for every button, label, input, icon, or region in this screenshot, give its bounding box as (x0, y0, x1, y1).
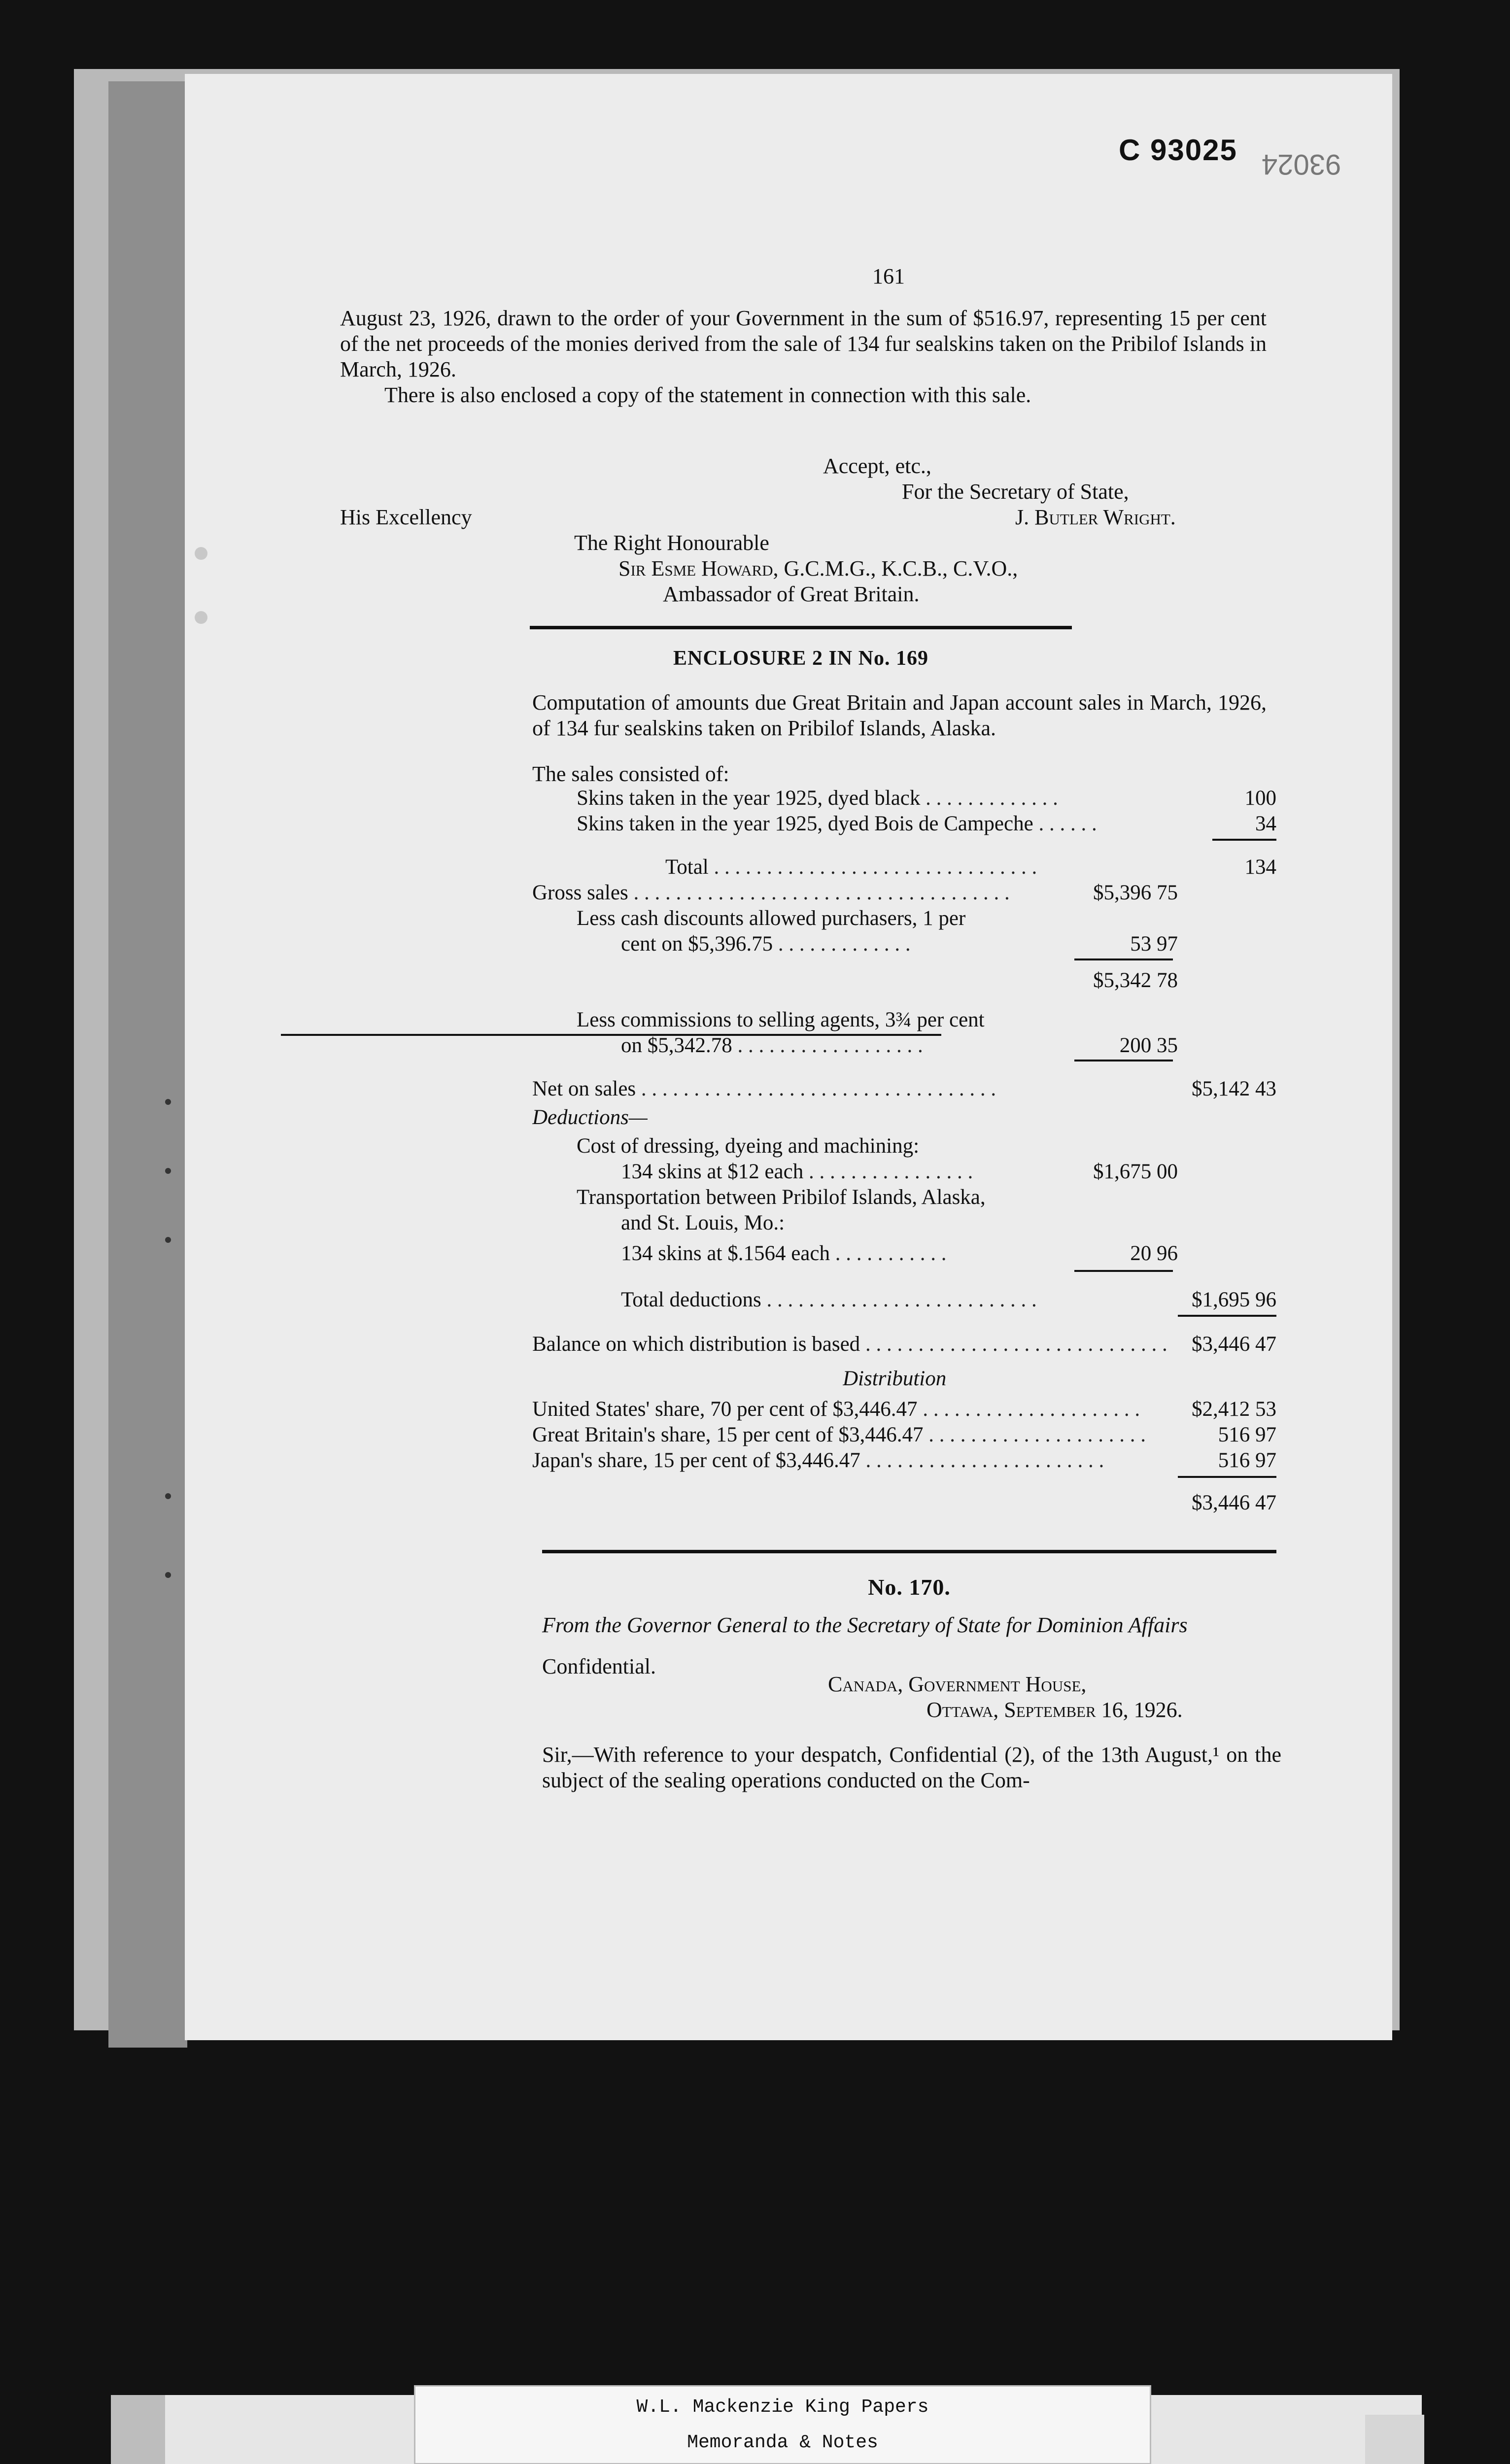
account-row (532, 812, 1276, 837)
closing: Accept, etc., (823, 454, 931, 478)
sum-rule (1074, 1060, 1173, 1061)
account-value: $3,446 47 (1192, 1491, 1276, 1514)
account-label: Distribution (843, 1367, 947, 1390)
account-label: Cost of dressing, dyeing and machining: (577, 1134, 920, 1158)
card-shadow (111, 2395, 165, 2464)
account-label: Skins taken in the year 1925, dyed black . . . . . . . . . . . . . (577, 787, 1058, 810)
addressee-line-4: Ambassador of Great Britain. (663, 582, 920, 606)
account-value: 34 (1255, 812, 1276, 835)
page-number: 161 (872, 264, 905, 288)
collection-label (414, 2385, 1151, 2464)
archive-stamp-number: C 93025 (1119, 134, 1237, 167)
government-house: Canada, Government House, (828, 1672, 1087, 1696)
account-value: $3,446 47 (1192, 1333, 1276, 1356)
punch-mark (165, 1493, 171, 1499)
punch-mark (165, 1168, 171, 1174)
account-label: Japan's share, 15 per cent of $3,446.47 . . . . . . . . . . . . . . . . . . . . . . . (532, 1449, 1104, 1472)
section-rule (542, 1550, 1276, 1553)
account-row (532, 1448, 1276, 1474)
account-value: 200 35 (1119, 1034, 1178, 1057)
account-label: Balance on which distribution is based . . . . . . . . . . . . . . . . . . . . . . . . . . . . . (532, 1333, 1167, 1356)
account-label: cent on $5,396.75 . . . . . . . . . . . . . (621, 932, 911, 956)
account-label: Less cash discounts allowed purchasers, 1 per (577, 907, 966, 930)
account-row (532, 1134, 1276, 1160)
account-value: 100 (1244, 787, 1276, 810)
sum-rule (1212, 839, 1276, 841)
account-label: Net on sales . . . . . . . . . . . . . . . . . . . . . . . . . . . . . . . . . . (532, 1077, 996, 1100)
account-label: 134 skins at $.1564 each . . . . . . . . . . . (621, 1242, 947, 1265)
account-value: 516 97 (1218, 1423, 1276, 1446)
account-row (532, 906, 1276, 932)
account-label: Transportation between Pribilof Islands, Alaska, (577, 1186, 986, 1209)
addressee-line-1: His Excellency (340, 505, 472, 529)
account-label: Gross sales . . . . . . . . . . . . . . . . . . . . . . . . . . . . . . . . . . . . (532, 881, 1010, 904)
signatory: J. Butler Wright. (1015, 505, 1176, 529)
sum-rule (1178, 1315, 1276, 1317)
account-label: United States' share, 70 per cent of $3,446.47 . . . . . . . . . . . . . . . . . . . . . (532, 1398, 1140, 1421)
account-label: Total . . . . . . . . . . . . . . . . . . . . . . . . . . . . . . . (665, 856, 1037, 879)
account-value: 516 97 (1218, 1449, 1276, 1472)
letter-paragraph: August 23, 1926, drawn to the order of your Government in the sum of $516.97, representing 15 per cent of the net proceeds of the monies derived from the sale of 134 fur sealskins taken on the Pribilof Islands in March, 1926. (340, 306, 1267, 381)
account-row (532, 1397, 1276, 1423)
collection-series: Memoranda & Notes (687, 2432, 878, 2453)
punch-hole (195, 611, 207, 624)
addressee-line-3: Sir Esme Howard, G.C.M.G., K.C.B., C.V.O., (618, 556, 1018, 581)
no170-heading: No. 170. (868, 1574, 951, 1600)
no170-from: From the Governor General to the Secretary of State for Dominion Affairs (542, 1613, 1188, 1637)
computation-title: Computation of amounts due Great Britain and Japan account sales in March, 1926, of 134 fur sealskins taken on Pribilof Islands, Alaska. (532, 690, 1267, 740)
account-value: $5,342 78 (1093, 969, 1178, 992)
collection-name: W.L. Mackenzie King Papers (636, 2396, 929, 2418)
archive-stamp-ghost: 93024 (1262, 148, 1341, 180)
account-row (532, 1288, 1276, 1313)
ottawa-date: Ottawa, September 16, 1926. (927, 1698, 1183, 1722)
account-row (532, 968, 1276, 994)
account-row (532, 932, 1276, 958)
account-label: and St. Louis, Mo.: (621, 1211, 785, 1234)
section-rule (530, 626, 1072, 629)
account-value: $1,695 96 (1192, 1288, 1276, 1311)
account-row (532, 786, 1276, 812)
account-row (532, 1241, 1276, 1267)
account-value: $5,396 75 (1093, 881, 1178, 904)
sum-rule (1074, 1270, 1173, 1272)
punch-mark (165, 1572, 171, 1578)
account-label: Skins taken in the year 1925, dyed Bois de Campeche . . . . . . (577, 812, 1097, 835)
account-label: Less commissions to selling agents, 3¾ per cent (577, 1008, 985, 1031)
enclosure-heading: ENCLOSURE 2 IN No. 169 (673, 647, 928, 670)
account-row (532, 1077, 1276, 1102)
card-edge (1365, 2415, 1424, 2464)
account-value: 134 (1244, 856, 1276, 879)
account-label: Great Britain's share, 15 per cent of $3,446.47 . . . . . . . . . . . . . . . . . . . . . (532, 1423, 1146, 1446)
account-row (532, 881, 1276, 906)
account-label: 134 skins at $12 each . . . . . . . . . . . . . . . . (621, 1160, 973, 1183)
account-row (532, 1033, 1276, 1059)
account-row (532, 855, 1276, 881)
addressee-line-2: The Right Honourable (574, 531, 769, 555)
account-row (532, 1332, 1276, 1358)
account-row (532, 1491, 1276, 1516)
letter-body (340, 306, 1267, 408)
account-label: Deductions— (532, 1106, 648, 1129)
account-row (532, 1105, 1276, 1131)
punch-hole (195, 547, 207, 560)
account-value: $5,142 43 (1192, 1077, 1276, 1100)
account-row (532, 1160, 1276, 1185)
account-label: Total deductions . . . . . . . . . . . . . . . . . . . . . . . . . . (621, 1288, 1037, 1311)
account-value: $2,412 53 (1192, 1398, 1276, 1421)
punch-mark (165, 1099, 171, 1105)
page-backing-edge (108, 81, 187, 2048)
account-value: 53 97 (1130, 932, 1178, 956)
account-row (532, 1211, 1276, 1236)
account-row (532, 1185, 1276, 1211)
for-secretary: For the Secretary of State, (902, 479, 1129, 504)
account-value: $1,675 00 (1093, 1160, 1178, 1183)
account-row (532, 1008, 1276, 1033)
account-label: on $5,342.78 . . . . . . . . . . . . . . . . . . (621, 1034, 923, 1057)
sales-consisted-label: The sales consisted of: (532, 762, 729, 786)
account-value: 20 96 (1130, 1242, 1178, 1265)
sum-rule (1178, 1476, 1276, 1478)
sum-rule (1074, 958, 1173, 960)
sir-paragraph: Sir,—With reference to your despatch, Confidential (2), of the 13th August,¹ on the subject of the sealing operations conducted on the Com- (542, 1743, 1281, 1792)
confidential-label: Confidential. (542, 1654, 656, 1678)
punch-mark (165, 1237, 171, 1243)
letter-enclosure-paragraph: There is also enclosed a copy of the statement in connection with this sale. (384, 383, 1031, 407)
account-row (532, 1367, 1276, 1392)
account-row (532, 1423, 1276, 1448)
